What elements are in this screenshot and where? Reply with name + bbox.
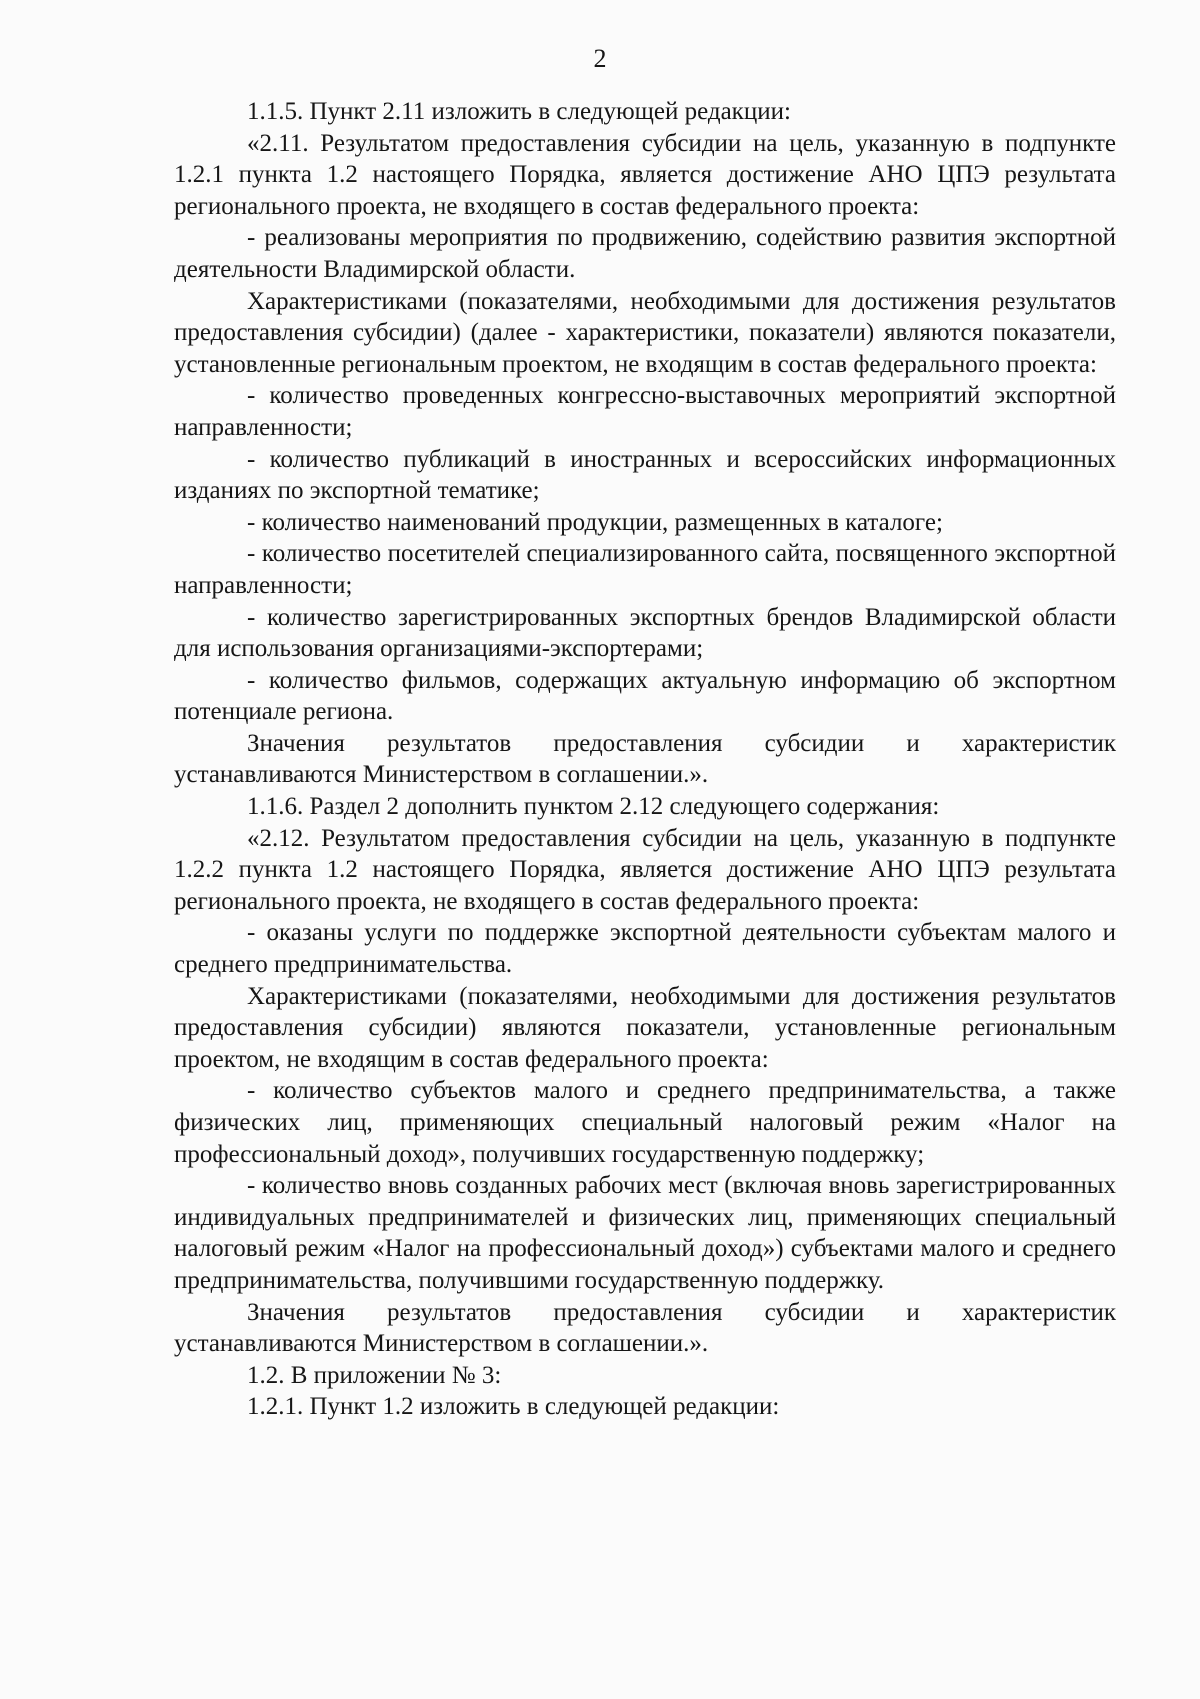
list-item-catalog-products: - количество наименований продукции, размещенных в каталоге; xyxy=(247,508,943,536)
paragraph-1-1-5: 1.1.5. Пункт 2.11 изложить в следующей редакции: xyxy=(247,98,791,125)
list-item-publications: - количество публикаций в иностранных и всероссийских информационных изданиях по экспортной тематике; xyxy=(174,445,1116,505)
list-item-new-jobs: - количество вновь созданных рабочих мест (включая вновь зарегистрированных индивидуальных предпринимателей и физических лиц, применяющих специальный налоговый режим «Налог на профессиональный доход») субъектами малого и среднего предпринимательства, получившими государственную поддержку. xyxy=(174,1172,1116,1294)
paragraph-2-11-values: Значения результатов предоставления субсидии и характеристик устанавливаются Министерством в соглашении.». xyxy=(174,729,1116,789)
paragraph-2-12-intro: «2.12. Результатом предоставления субсидии на цель, указанную в подпункте 1.2.2 пункта 1.2 настоящего Порядка, является достижение АНО ЦПЭ результата регионального проекта, не входящего в состав федерального проекта: xyxy=(174,824,1116,915)
list-item-films: - количество фильмов, содержащих актуальную информацию об экспортном потенциале региона. xyxy=(174,666,1116,726)
paragraph-2-11-result: - реализованы мероприятия по продвижению, содействию развития экспортной деятельности Владимирской области. xyxy=(174,224,1116,283)
list-item-sme-support: - количество субъектов малого и среднего предпринимательства, а также физических лиц, применяющих специальный налоговый режим «Налог на профессиональный доход», получивших государственную поддержку; xyxy=(174,1077,1116,1168)
page-number: 2 xyxy=(593,44,607,73)
document-body xyxy=(174,96,1116,1423)
paragraph-2-12-characteristics: Характеристиками (показателями, необходимыми для достижения результатов предоставления субсидии) являются показатели, установленные региональным проектом, не входящим в состав федерального проекта: xyxy=(174,982,1116,1073)
paragraph-1-2: 1.2. В приложении № 3: xyxy=(247,1361,502,1389)
paragraph-2-12-result: - оказаны услуги по поддержке экспортной деятельности субъектам малого и среднего предпринимательства. xyxy=(174,919,1116,979)
list-item-export-brands: - количество зарегистрированных экспортных брендов Владимирской области для использования организациями-экспортерами; xyxy=(174,603,1116,663)
list-item-site-visitors: - количество посетителей специализированного сайта, посвященного экспортной направленности; xyxy=(174,540,1116,599)
paragraph-2-12-values: Значения результатов предоставления субсидии и характеристик устанавливаются Министерством в соглашении.». xyxy=(174,1298,1116,1358)
paragraph-2-11-intro: «2.11. Результатом предоставления субсидии на цель, указанную в подпункте 1.2.1 пункта 1.2 настоящего Порядка, является достижение АНО ЦПЭ результата регионального проекта, не входящего в состав федерального проекта: xyxy=(174,129,1116,220)
paragraph-1-1-6: 1.1.6. Раздел 2 дополнить пунктом 2.12 следующего содержания: xyxy=(247,793,940,821)
list-item-congress-events: - количество проведенных конгрессно-выставочных мероприятий экспортной направленности; xyxy=(174,382,1116,441)
paragraph-2-11-characteristics: Характеристиками (показателями, необходимыми для достижения результатов предоставления субсидии) (далее - характеристики, показатели) являются показатели, установленные региональным проектом, не входящим в состав федерального проекта: xyxy=(174,287,1116,378)
paragraph-1-2-1: 1.2.1. Пункт 1.2 изложить в следующей редакции: xyxy=(247,1393,780,1421)
